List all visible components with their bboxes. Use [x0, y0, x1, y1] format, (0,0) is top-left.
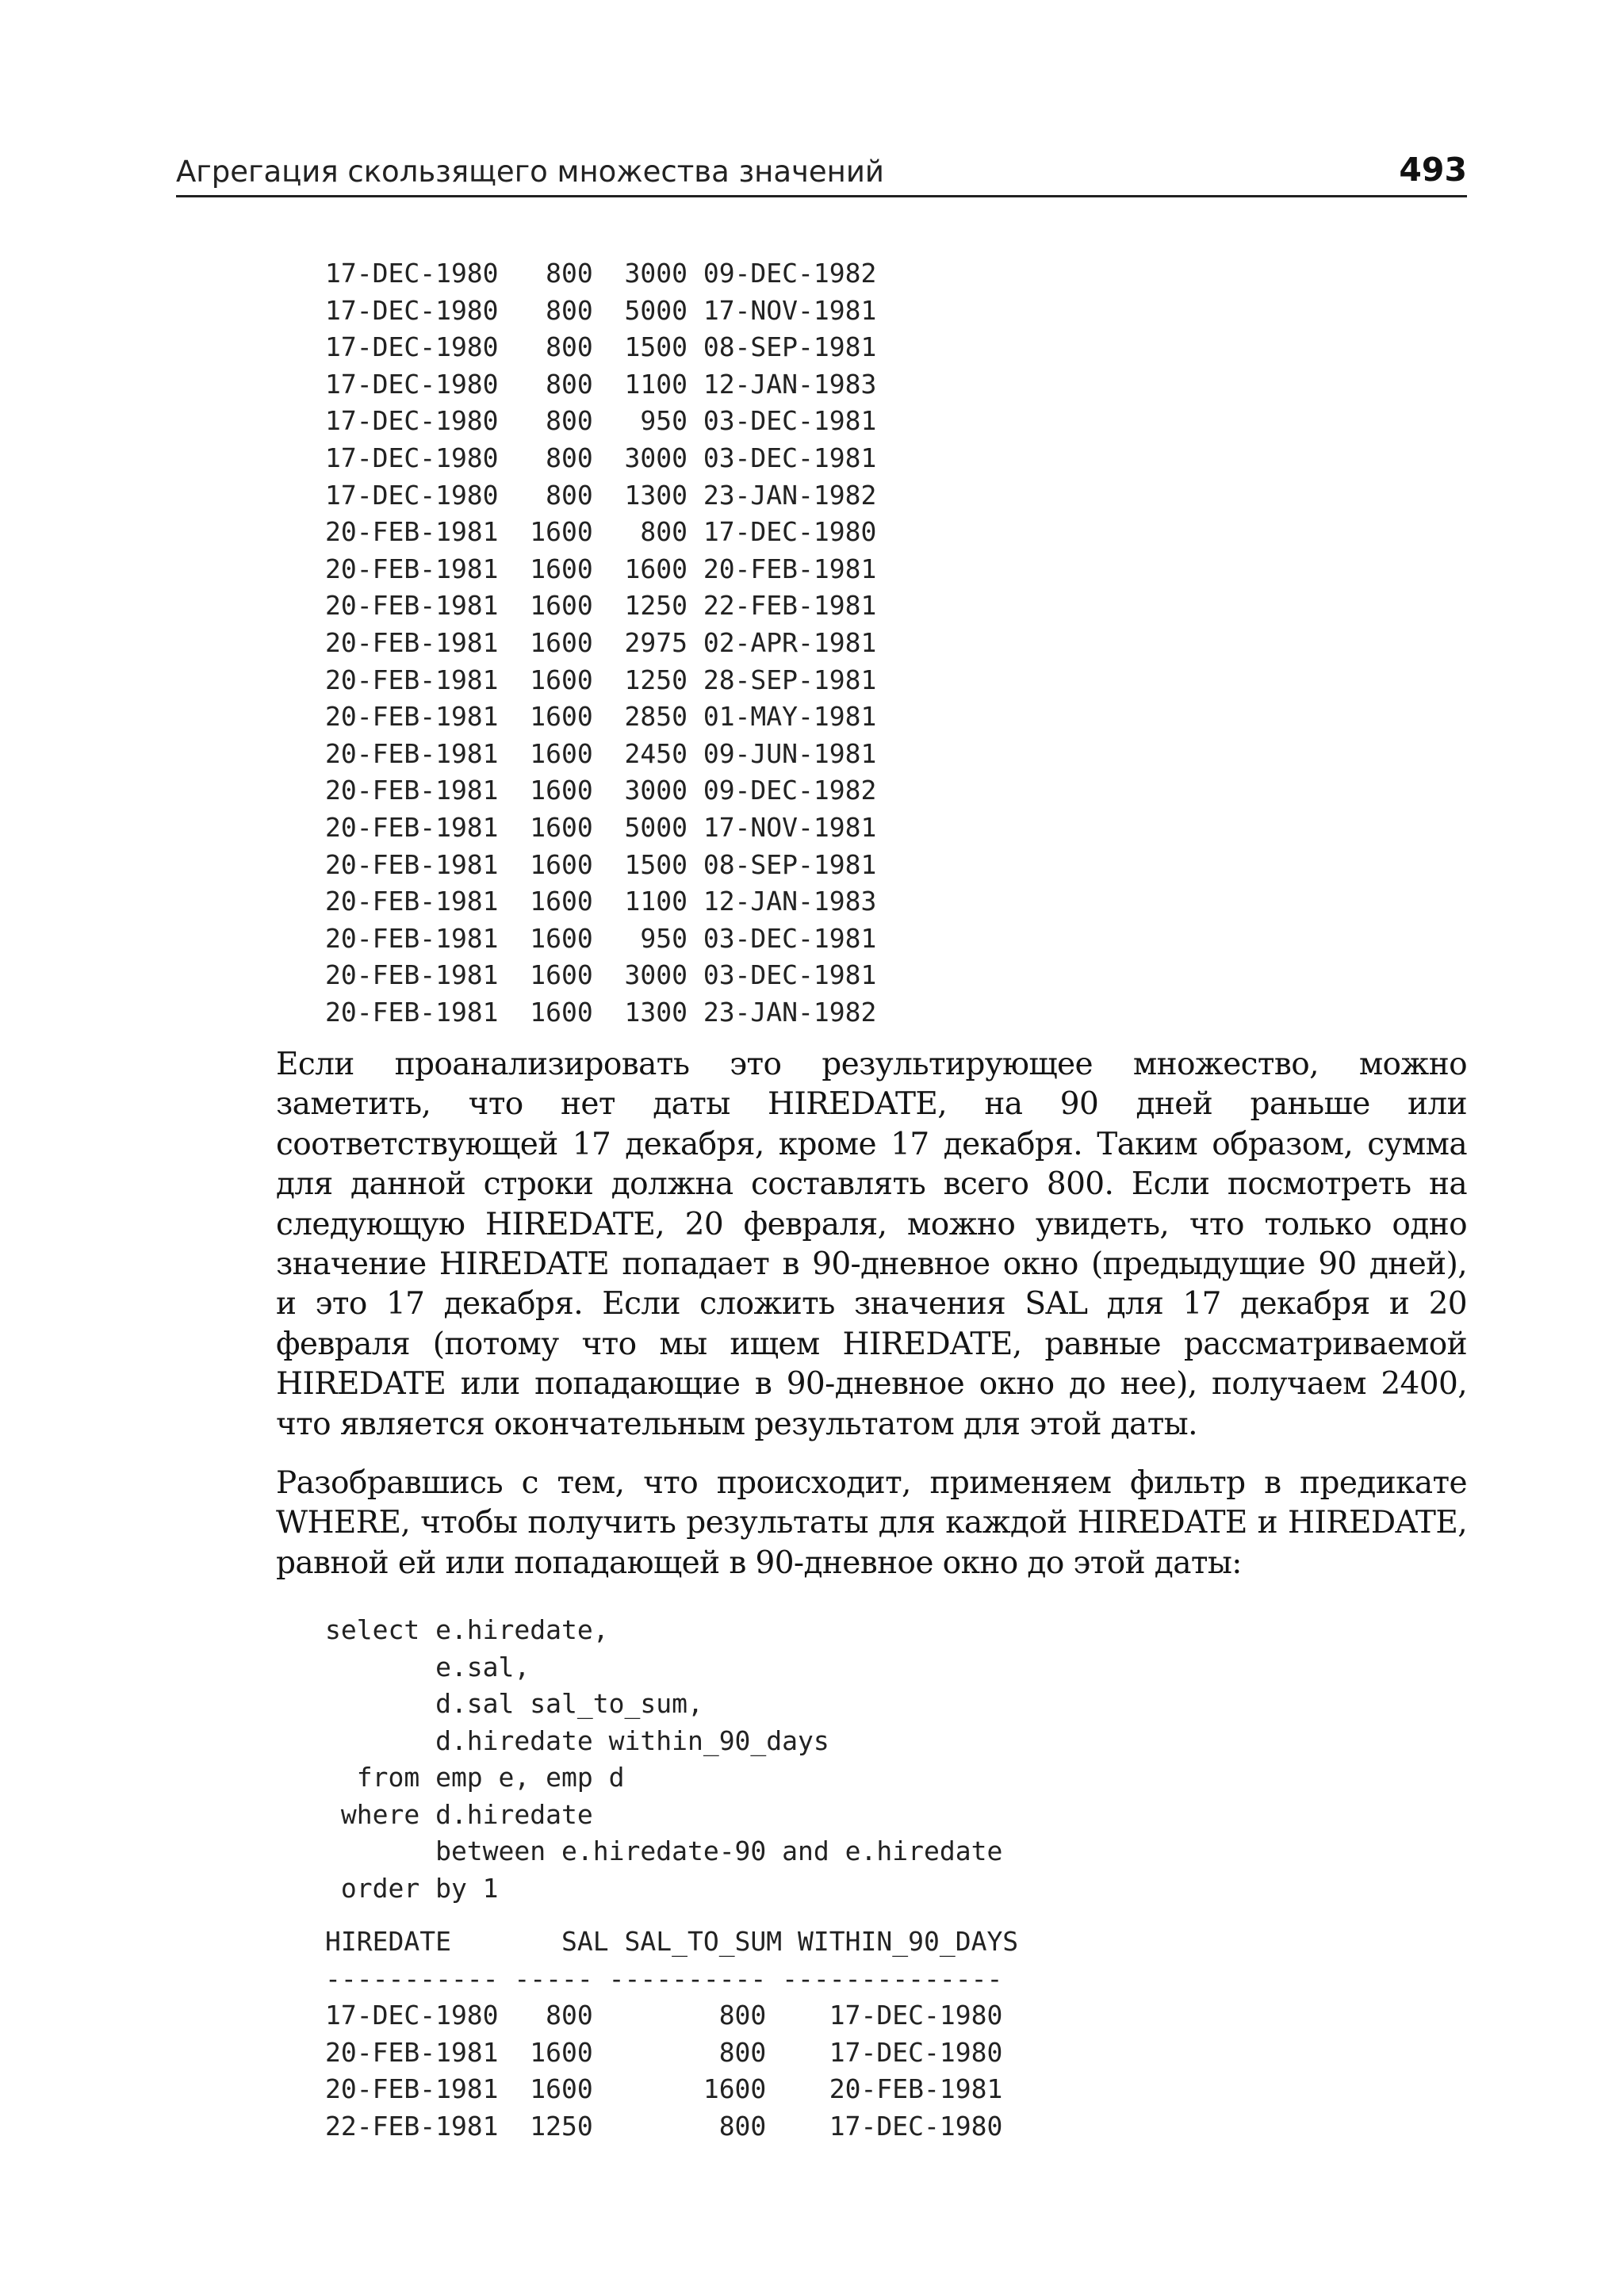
body-paragraph: Если проанализировать это результирующее множество, можно заметить, что нет даты HIREDATE, на 90 дней раньше или соответствующей 17 декабря, кроме 17 декабря. Таким образом, сумма для данной строки должна составлять всего 800. Если посмотреть на следующую HIREDATE, 20 февраля, можно увидеть, что только одно значение HIREDATE попадает в 90-дневное окно (предыдущие 90 дней), и это 17 декабря. Если сложить значения SAL для 17 декабря и 20 февраля (потому что мы ищем HIREDATE, равные рассматриваемой HIREDATE или попадающие в 90-дневное окно до нее), получаем 2400, что является окончательным результатом для этой даты.	[276, 1047, 1467, 1442]
query-result-listing: 17-DEC-1980 800 3000 09-DEC-1982 17-DEC-1980 800 5000 17-NOV-1981 17-DEC-1980 800 1500 08-SEP-1981 17-DEC-1980 800 1100 12-JAN-1983 17-DEC-1980 800 950 03-DEC-1981 17-DEC-1980 800 3000 03-DEC-1981 17-DEC-1980 800 1300 23-JAN-1982 20-FEB-1981 1600 800 17-DEC-1980 20-FEB-1981 1600 1600 20-FEB-1981 20-FEB-1981 1600 1250 22-FEB-1981 20-FEB-1981 1600 2975 02-APR-1981 20-FEB-1981 1600 1250 28-SEP-1981 20-FEB-1981 1600 2850 01-MAY-1981 20-FEB-1981 1600 2450 09-JUN-1981 20-FEB-1981 1600 3000 09-DEC-1982 20-FEB-1981 1600 5000 17-NOV-1981 20-FEB-1981 1600 1500 08-SEP-1981 20-FEB-1981 1600 1100 12-JAN-1983 20-FEB-1981 1600 950 03-DEC-1981 20-FEB-1981 1600 3000 03-DEC-1981 20-FEB-1981 1600 1300 23-JAN-1982	[325, 258, 877, 1028]
page-number: 493	[1399, 151, 1467, 189]
query-result-table: HIREDATE SAL SAL_TO_SUM WITHIN_90_DAYS ----------- ----- ---------- -------------- 17-DEC-1980 800 800 17-DEC-1980 20-FEB-1981 1600 800 17-DEC-1980 20-FEB-1981 1600 1600 20-FEB-1981 22-FEB-1981 1250 800 17-DEC-1980	[325, 1926, 1019, 2142]
running-header	[176, 151, 1467, 197]
body-paragraph: Разобравшись с тем, что происходит, применяем фильтр в предикате WHERE, чтобы получить результаты для каждой HIREDATE и HIREDATE, равной ей или попадающей в 90-дневное окно до этой даты:	[276, 1465, 1467, 1581]
section-title: Агрегация скользящего множества значений	[176, 155, 884, 189]
sql-code-listing: select e.hiredate, e.sal, d.sal sal_to_sum, d.hiredate within_90_days from emp e, emp d where d.hiredate between e.hiredate-90 and e.hiredate order by 1	[325, 1614, 1003, 1904]
